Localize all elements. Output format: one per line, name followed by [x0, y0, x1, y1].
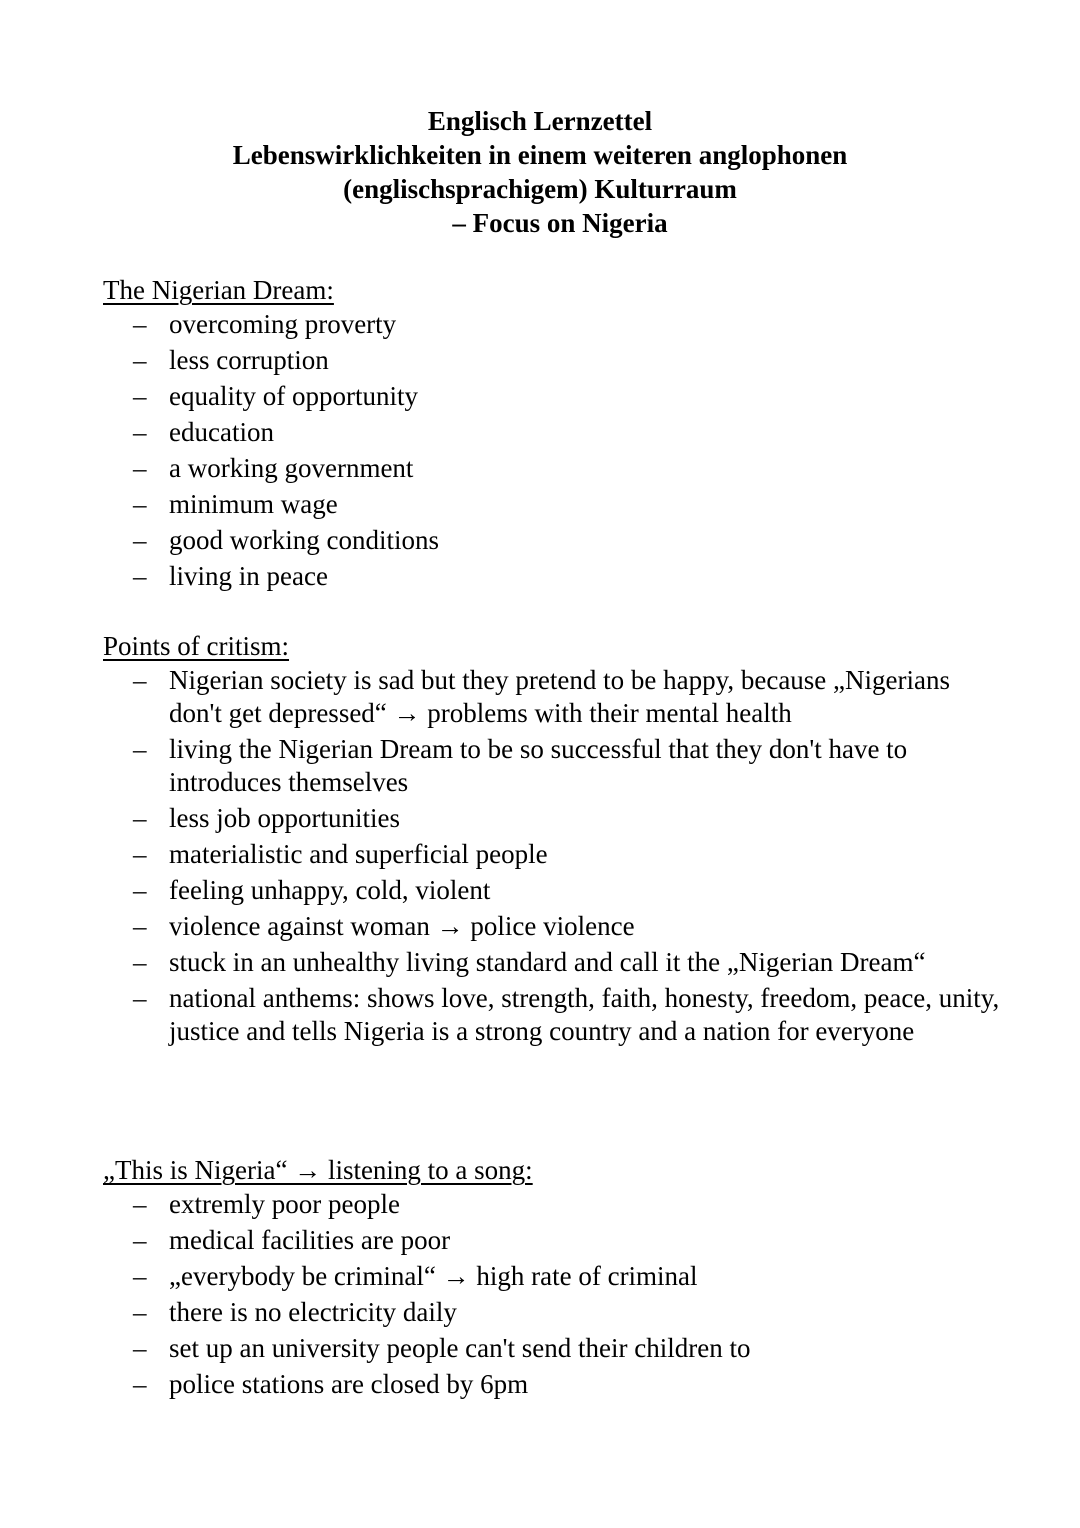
list-item: – a working government: [103, 452, 1003, 485]
list-item: – „everybody be criminal“ → high rate of criminal: [103, 1260, 1003, 1293]
section-heading: Points of critism:: [103, 631, 290, 661]
document-title: [0, 104, 1080, 240]
list-item: – living in peace: [103, 560, 1003, 593]
title-line-4: – Focus on Nigeria: [452, 208, 668, 238]
list-item: – set up an university people can't send their children to: [103, 1332, 1003, 1365]
list-item: – materialistic and superficial people: [103, 838, 1003, 871]
section-heading: The Nigerian Dream:: [103, 275, 334, 305]
section-heading: „This is Nigeria“ → listening to a song:: [103, 1155, 533, 1185]
section-this-is-nigeria: [103, 1152, 1003, 1404]
title-line-2: Lebenswirklichkeiten in einem weiteren anglophonen: [232, 140, 848, 170]
list-item: – national anthems: shows love, strength, faith, honesty, freedom, peace, unity, justice and tells Nigeria is a strong country and a nation for everyone: [103, 982, 1003, 1048]
list-item: – there is no electricity daily: [103, 1296, 1003, 1329]
list-item: – equality of opportunity: [103, 380, 1003, 413]
bullet-list: [103, 664, 1003, 1048]
list-item: – good working conditions: [103, 524, 1003, 557]
list-item: – education: [103, 416, 1003, 449]
list-item: – violence against woman → police violence: [103, 910, 1003, 943]
list-item: – minimum wage: [103, 488, 1003, 521]
list-item: – stuck in an unhealthy living standard and call it the „Nigerian Dream“: [103, 946, 1003, 979]
list-item: – Nigerian society is sad but they pretend to be happy, because „Nigerians don't get depressed“ → problems with their mental health: [103, 664, 1003, 730]
list-item: – less corruption: [103, 344, 1003, 377]
title-line-1: Englisch Lernzettel: [427, 106, 653, 136]
title-line-3: (englischsprachigem) Kulturraum: [343, 174, 737, 204]
list-item: – police stations are closed by 6pm: [103, 1368, 1003, 1401]
list-item: – extremly poor people: [103, 1188, 1003, 1221]
list-item: – overcoming proverty: [103, 308, 1003, 341]
bullet-list: [103, 308, 1003, 593]
section-nigerian-dream: [103, 272, 1003, 596]
list-item: – less job opportunities: [103, 802, 1003, 835]
list-item: – living the Nigerian Dream to be so successful that they don't have to introduces themselves: [103, 733, 1003, 799]
list-item: – medical facilities are poor: [103, 1224, 1003, 1257]
bullet-list: [103, 1188, 1003, 1401]
list-item: – feeling unhappy, cold, violent: [103, 874, 1003, 907]
section-points-of-critism: [103, 628, 1003, 1051]
